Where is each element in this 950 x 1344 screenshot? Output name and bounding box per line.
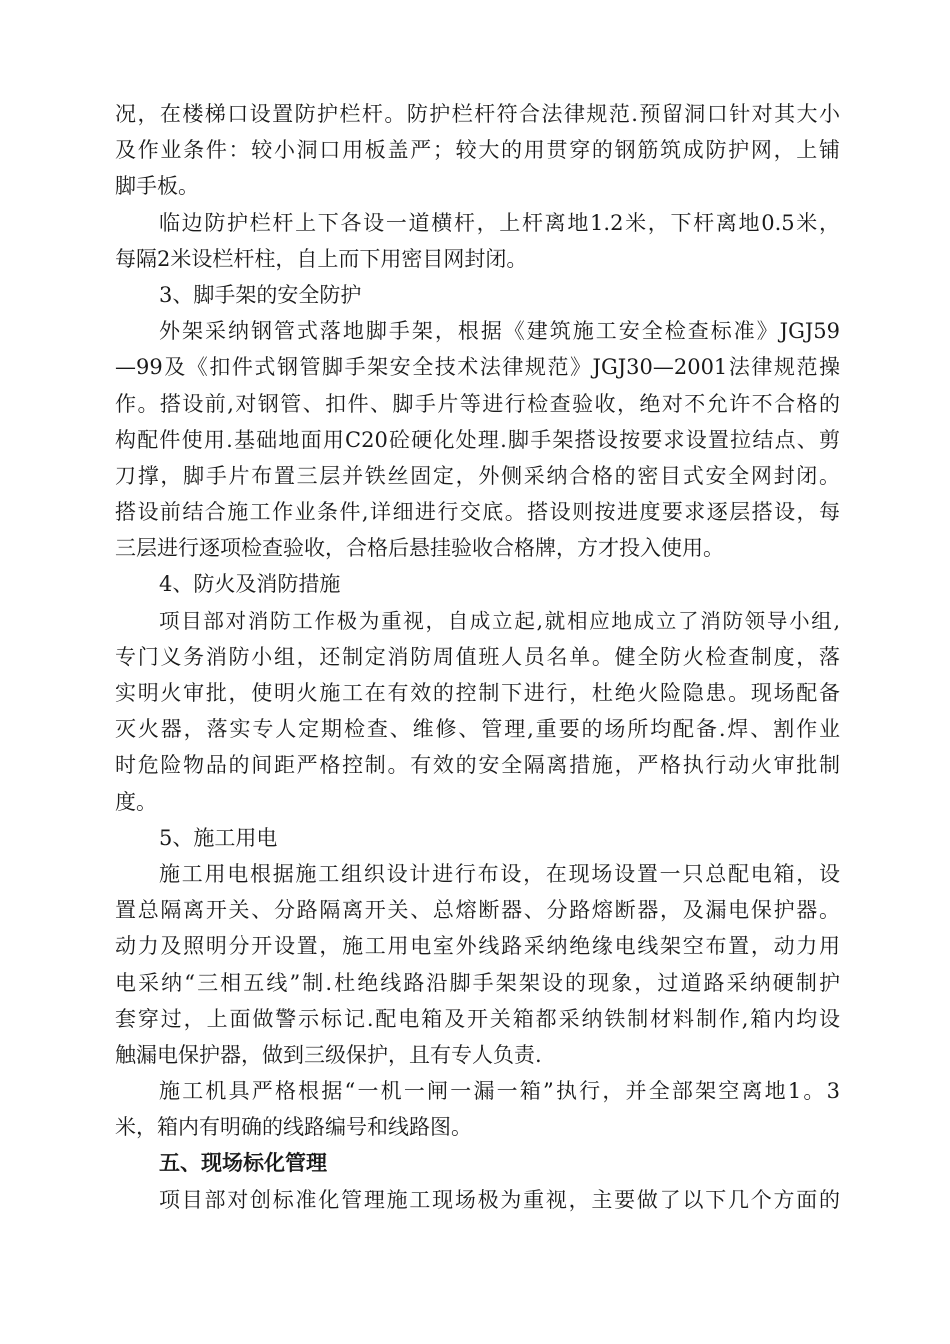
text-line: 触漏电保护器，做到三级保护，且有专人负责.	[115, 1042, 542, 1067]
text-line: 度。	[115, 789, 157, 814]
text-line: 项目部对创标准化管理施工现场极为重视，主要做了以下几个方面的	[159, 1187, 840, 1212]
text-line: 4、防火及消防措施	[159, 572, 341, 597]
text-line: 施工用电根据施工组织设计进行布设，在现场设置一只总配电箱，设	[159, 861, 840, 886]
text-line: 每隔2米设栏杆柱，自上而下用密目网封闭。	[115, 246, 528, 271]
text-line: 5、施工用电	[159, 825, 278, 850]
text-line: 施工机具严格根据“一机一闸一漏一箱”执行，并全部架空离地1。3	[159, 1079, 840, 1104]
text-line: 米，箱内有明确的线路编号和线路图。	[115, 1115, 472, 1140]
text-line: 电采纳“三相五线”制.杜绝线路沿脚手架架设的现象，过道路采纳硬制护	[115, 970, 840, 995]
text-line: 灭火器，落实专人定期检查、维修、管理,重要的场所均配备.焊、割作业	[115, 717, 840, 742]
text-line: 搭设前结合施工作业条件,详细进行交底。搭设则按进度要求逐层搭设，每	[115, 500, 840, 525]
text-line: 动力及照明分开设置，施工用电室外线路采纳绝缘电线架空布置，动力用	[115, 934, 840, 959]
text-line: 套穿过，上面做警示标记.配电箱及开关箱都采纳铁制材料制作,箱内均设	[115, 1006, 840, 1031]
text-line: 时危险物品的间距严格控制。有效的安全隔离措施，严格执行动火审批制	[115, 753, 840, 778]
text-line: 临边防护栏杆上下各设一道横杆，上杆离地1.2米，下杆离地0.5米，	[159, 210, 840, 235]
text-line: —99及《扣件式钢管脚手架安全技术法律规范》JGJ30—2001法律规范操	[115, 355, 840, 380]
text-line: 构配件使用.基础地面用C20砼硬化处理.脚手架搭设按要求设置拉结点、剪	[115, 427, 840, 452]
text-line: 况，在楼梯口设置防护栏杆。防护栏杆符合法律规范.预留洞口针对其大小	[115, 102, 840, 126]
text-line: 作。搭设前,对钢管、扣件、脚手片等进行检查验收，绝对不允许不合格的	[115, 391, 840, 416]
text-line: 及作业条件：较小洞口用板盖严；较大的用贯穿的钢筋筑成防护网，上铺	[115, 138, 840, 163]
text-line: 外架采纳钢管式落地脚手架，根据《建筑施工安全检查标准》JGJ59	[159, 319, 840, 344]
text-line: 项目部对消防工作极为重视，自成立起,就相应地成立了消防领导小组,	[159, 608, 840, 633]
document-body	[115, 96, 840, 1218]
text-line: 置总隔离开关、分路隔离开关、总熔断器、分路熔断器，及漏电保护器。	[115, 898, 840, 923]
text-line: 刀撑，脚手片布置三层并铁丝固定，外侧采纳合格的密目式安全网封闭。	[115, 463, 840, 488]
text-line: 3、脚手架的安全防护	[159, 282, 362, 307]
text-line: 三层进行逐项检查验收，合格后悬挂验收合格牌，方才投入使用。	[115, 536, 724, 561]
text-line: 脚手板。	[115, 174, 199, 199]
text-line: 专门义务消防小组，还制定消防周值班人员名单。健全防火检查制度，落	[115, 644, 840, 669]
section-heading: 五、现场标化管理	[159, 1150, 327, 1176]
text-line: 实明火审批，使明火施工在有效的控制下进行，杜绝火险隐患。现场配备	[115, 681, 840, 705]
